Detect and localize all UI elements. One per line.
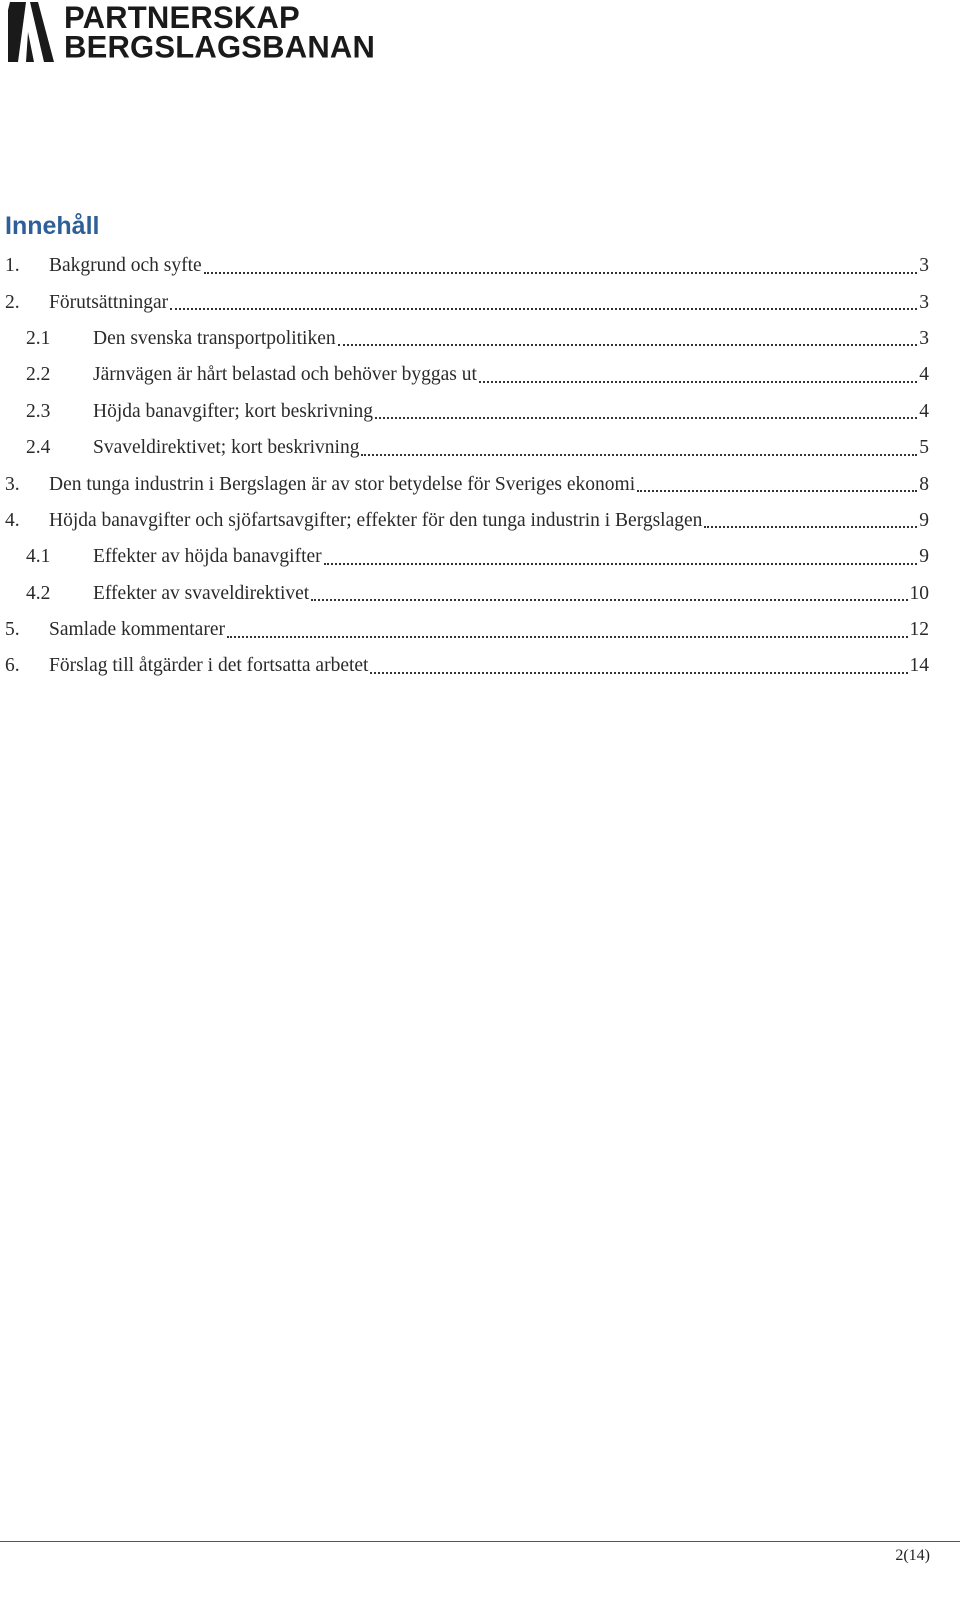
toc-entry-number: 6. [5,655,20,677]
toc-entry-label: Höjda banavgifter; kort beskrivning [93,400,373,422]
toc-entry-page: 8 [919,473,929,495]
toc-entry-page: 9 [919,509,929,531]
toc-leader-dots [324,562,918,565]
toc-entry[interactable] [0,248,955,284]
logo-text [64,0,376,65]
toc-leader-dots [170,307,917,310]
toc-entry-number: 4.1 [26,546,51,568]
toc-entry-number: 2.1 [26,327,51,349]
toc-entry-label: Förutsättningar [49,291,169,313]
toc-leader-dots [311,598,907,601]
toc-leader-dots [704,525,917,528]
toc-entry-label: Den svenska transportpolitiken [93,327,336,349]
toc-entry-label: Järnvägen är hårt belastad och behöver byggas ut [93,364,477,386]
toc-entry-page: 3 [919,291,929,313]
toc-entry-label: Bakgrund och syfte [49,255,202,277]
toc-entry-page: 14 [909,655,929,677]
table-of-contents [0,248,955,685]
toc-entry[interactable] [0,539,955,575]
toc-entry-number: 4. [5,509,20,531]
toc-entry-number: 3. [5,473,20,495]
toc-entry-page: 4 [919,400,929,422]
toc-entry-label: Samlade kommentarer [49,619,225,641]
toc-title: Innehåll [5,212,100,240]
toc-leader-dots [370,671,907,674]
toc-leader-dots [637,489,917,492]
toc-entry-number: 5. [5,619,20,641]
toc-entry[interactable] [0,284,955,320]
toc-entry-number: 1. [5,255,20,277]
logo-line-1: PARTNERSKAP [64,0,300,36]
toc-entry-label: Svaveldirektivet; kort beskrivning [93,437,360,459]
toc-leader-dots [375,416,917,419]
toc-entry-page: 9 [919,546,929,568]
toc-entry-number: 2.4 [26,437,51,459]
toc-entry[interactable] [0,430,955,466]
logo [8,0,376,65]
toc-leader-dots [227,635,908,638]
toc-entry-label: Förslag till åtgärder i det fortsatta arbetet [49,655,369,677]
toc-entry[interactable] [0,612,955,648]
toc-entry-label: Höjda banavgifter och sjöfartsavgifter; effekter för den tunga industrin i Bergslagen [49,509,703,531]
logo-line-2: BERGSLAGSBANAN [64,28,376,65]
toc-entry[interactable] [0,648,955,684]
toc-entry-label: Effekter av höjda banavgifter [93,546,322,568]
rail-logo-icon [8,2,54,62]
toc-entry[interactable] [0,321,955,357]
toc-entry[interactable] [0,357,955,393]
footer-divider [0,1541,960,1542]
toc-leader-dots [361,453,917,456]
toc-entry[interactable] [0,466,955,502]
toc-leader-dots [204,271,918,274]
page-number: 2(14) [895,1547,930,1564]
toc-entry-page: 10 [909,582,929,604]
toc-entry-number: 2. [5,291,20,313]
toc-entry-label: Effekter av svaveldirektivet [93,582,310,604]
toc-entry-page: 4 [919,364,929,386]
toc-entry-number: 2.3 [26,400,51,422]
toc-entry[interactable] [0,394,955,430]
toc-entry-page: 12 [909,619,929,641]
toc-leader-dots [479,380,917,383]
toc-entry-page: 3 [919,327,929,349]
toc-entry-number: 4.2 [26,582,51,604]
toc-leader-dots [338,343,918,346]
toc-entry-page: 3 [919,255,929,277]
toc-entry[interactable] [0,576,955,612]
toc-entry[interactable] [0,503,955,539]
toc-entry-page: 5 [919,437,929,459]
toc-entry-number: 2.2 [26,364,51,386]
toc-entry-label: Den tunga industrin i Bergslagen är av stor betydelse för Sveriges ekonomi [49,473,636,495]
